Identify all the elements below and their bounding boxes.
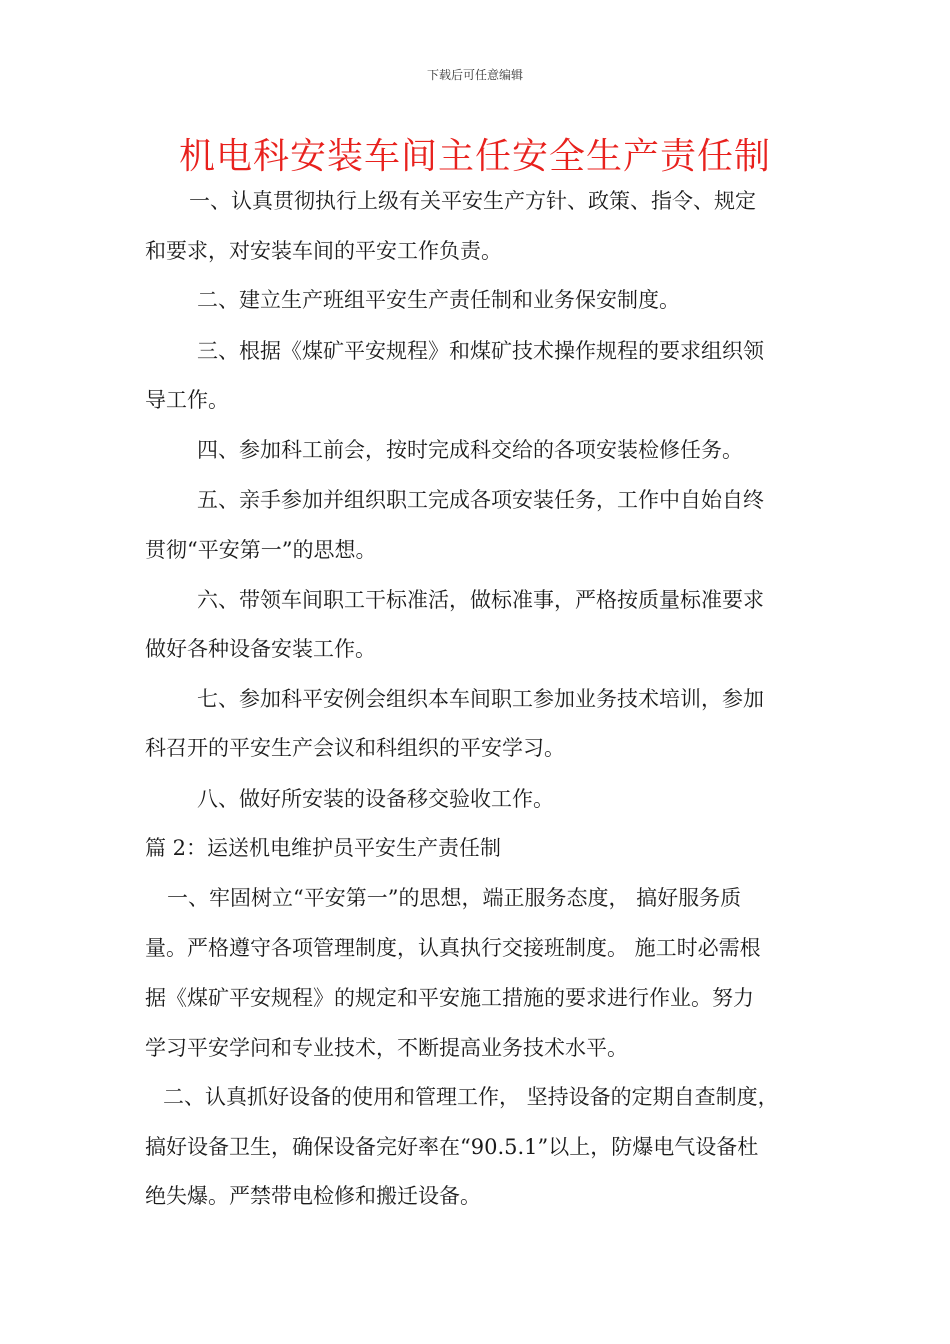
- body-line: 二、建立生产班组平安生产责任制和业务保安制度。: [197, 288, 680, 312]
- body-line: 做好各种设备安装工作。: [145, 637, 376, 661]
- body-line: 六、带领车间职工干标准活，做标准事，严格按质量标准要求: [197, 588, 764, 612]
- body-line: 据《煤矿平安规程》的规定和平安施工措施的要求进行作业。努力: [145, 986, 754, 1010]
- body-line: 七、参加科平安例会组织本车间职工参加业务技术培训，参加: [197, 687, 764, 711]
- header-note: 下载后可任意编辑: [426, 68, 523, 82]
- section-heading: 篇 2：运送机电维护员平安生产责任制: [145, 836, 502, 860]
- body-line: 和要求，对安装车间的平安工作负责。: [145, 239, 502, 263]
- body-line: 四、参加科工前会，按时完成科交给的各项安装检修任务。: [197, 438, 743, 462]
- body-line: 绝失爆。严禁带电检修和搬迁设备。: [145, 1184, 481, 1208]
- body-line: 一、牢固树立“平安第一”的思想，端正服务态度， 搞好服务质: [167, 886, 742, 910]
- body-line: 量。严格遵守各项管理制度，认真执行交接班制度。 施工时必需根: [145, 936, 761, 960]
- body-line: 科召开的平安生产会议和科组织的平安学习。: [145, 736, 565, 760]
- body-line: 二、认真抓好设备的使用和管理工作， 坚持设备的定期自查制度，: [163, 1085, 779, 1109]
- document-title: 机电科安装车间主任安全生产责任制: [178, 136, 771, 177]
- body-line: 贯彻“平安第一”的思想。: [145, 538, 377, 562]
- body-line: 八、做好所安装的设备移交验收工作。: [197, 787, 554, 811]
- body-line: 五、亲手参加并组织职工完成各项安装任务，工作中自始自终: [197, 488, 764, 512]
- body-line: 一、认真贯彻执行上级有关平安生产方针、政策、指令、规定: [189, 189, 756, 213]
- body-line: 三、根据《煤矿平安规程》和煤矿技术操作规程的要求组织领: [197, 339, 764, 363]
- body-line: 搞好设备卫生，确保设备完好率在“90.5.1”以上，防爆电气设备杜: [145, 1135, 759, 1159]
- body-line: 导工作。: [145, 388, 229, 412]
- body-line: 学习平安学问和专业技术，不断提高业务技术水平。: [145, 1036, 628, 1060]
